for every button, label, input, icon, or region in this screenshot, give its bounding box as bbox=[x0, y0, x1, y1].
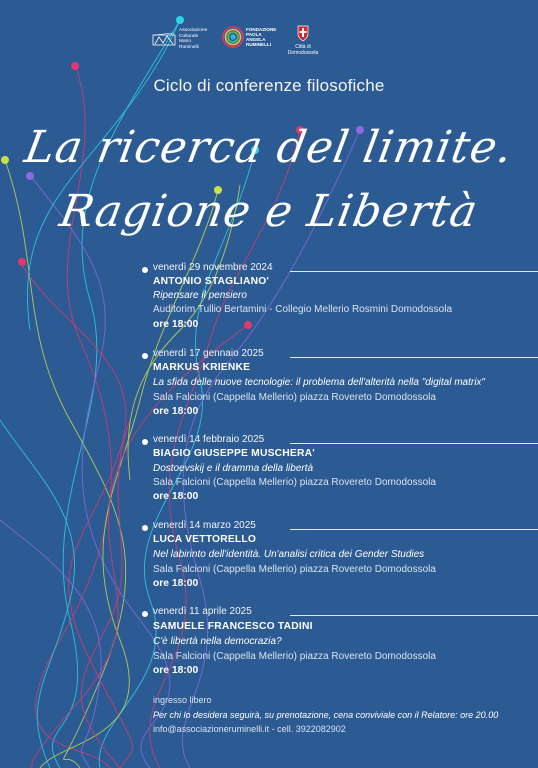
event-speaker: LUCA VETTORELLO bbox=[153, 534, 257, 545]
event-venue: Sala Falcioni (Cappella Mellerio) piazza Rovereto Domodossola bbox=[153, 564, 436, 575]
contact-info[interactable]: info@associazioneruminelli.it - cell. 3922082902 bbox=[153, 724, 346, 734]
event-divider bbox=[290, 529, 538, 530]
main-title-line-2: Ragione e Libertà bbox=[56, 186, 482, 237]
event-talk-title: C'è libertà nella democrazia? bbox=[153, 636, 282, 647]
event-date: venerdì 29 novembre 2024 bbox=[153, 262, 273, 273]
event-speaker: SAMUELE FRANCESCO TADINI bbox=[153, 621, 313, 632]
event-time: ore 18:00 bbox=[153, 578, 199, 589]
association-mark-icon bbox=[152, 31, 176, 47]
foundation-logo bbox=[222, 26, 277, 48]
bullet-dot-icon bbox=[142, 353, 148, 359]
foundation-name: FONDAZIONE PAOLA ANGELA RUMINELLI bbox=[246, 26, 277, 48]
association-logo bbox=[152, 28, 209, 50]
event-time: ore 18:00 bbox=[153, 665, 199, 676]
series-subtitle: Ciclo di conferenze filosofiche bbox=[153, 76, 385, 95]
event-divider bbox=[290, 271, 538, 272]
event-date: venerdì 17 gennaio 2025 bbox=[153, 348, 264, 359]
event-talk-title: Ripensare il pensiero bbox=[153, 290, 247, 301]
foundation-rainbow-icon bbox=[222, 26, 244, 48]
event-date: venerdì 14 marzo 2025 bbox=[153, 520, 256, 531]
city-logo bbox=[286, 24, 320, 56]
city-name: Città di Domodossola bbox=[287, 44, 319, 56]
bullet-dot-icon bbox=[142, 611, 148, 617]
bullet-dot-icon bbox=[142, 525, 148, 531]
bullet-dot-icon bbox=[142, 267, 148, 273]
main-title-line-1: La ricerca del limite. bbox=[20, 122, 518, 173]
event-divider bbox=[290, 357, 538, 358]
event-date: venerdì 11 aprile 2025 bbox=[153, 606, 252, 617]
event-time: ore 18:00 bbox=[153, 491, 199, 502]
event-time: ore 18:00 bbox=[153, 319, 199, 330]
association-name: Associazione Culturale Mario Ruminelli bbox=[179, 28, 208, 50]
bullet-dot-icon bbox=[142, 439, 148, 445]
event-divider bbox=[290, 443, 538, 444]
logo-bar bbox=[150, 22, 380, 58]
entry-note: ingresso libero bbox=[153, 695, 212, 705]
event-venue: Auditorim Tullio Bertamini - Collegio Mellerio Rosmini Domodossola bbox=[153, 304, 452, 315]
event-talk-title: La sfida delle nuove tecnologie: il problema dell'alterità nella "digital matrix" bbox=[153, 377, 485, 388]
event-venue: Sala Falcioni (Cappella Mellerio) piazza Rovereto Domodossola bbox=[153, 651, 436, 662]
event-speaker: ANTONIO STAGLIANO' bbox=[153, 276, 270, 287]
event-date: venerdì 14 febbraio 2025 bbox=[153, 434, 265, 445]
dinner-note: Per chi lo desidera seguirà, su prenotazione, cena conviviale con il Relatore: ore 20.00 bbox=[153, 710, 499, 720]
event-venue: Sala Falcioni (Cappella Mellerio) piazza Rovereto Domodossola bbox=[153, 477, 436, 488]
event-venue: Sala Falcioni (Cappella Mellerio) piazza Rovereto Domodossola bbox=[153, 392, 436, 403]
event-speaker: BIAGIO GIUSEPPE MUSCHERA' bbox=[153, 448, 315, 459]
event-speaker: MARKUS KRIENKE bbox=[153, 362, 251, 373]
event-time: ore 18:00 bbox=[153, 406, 199, 417]
event-talk-title: Nel labirinto dell'identità. Un'analisi critica dei Gender Studies bbox=[153, 549, 425, 560]
event-talk-title: Dostoevskij e il dramma della libertà bbox=[153, 463, 314, 474]
event-divider bbox=[290, 615, 538, 616]
city-coat-of-arms-icon bbox=[296, 24, 310, 42]
